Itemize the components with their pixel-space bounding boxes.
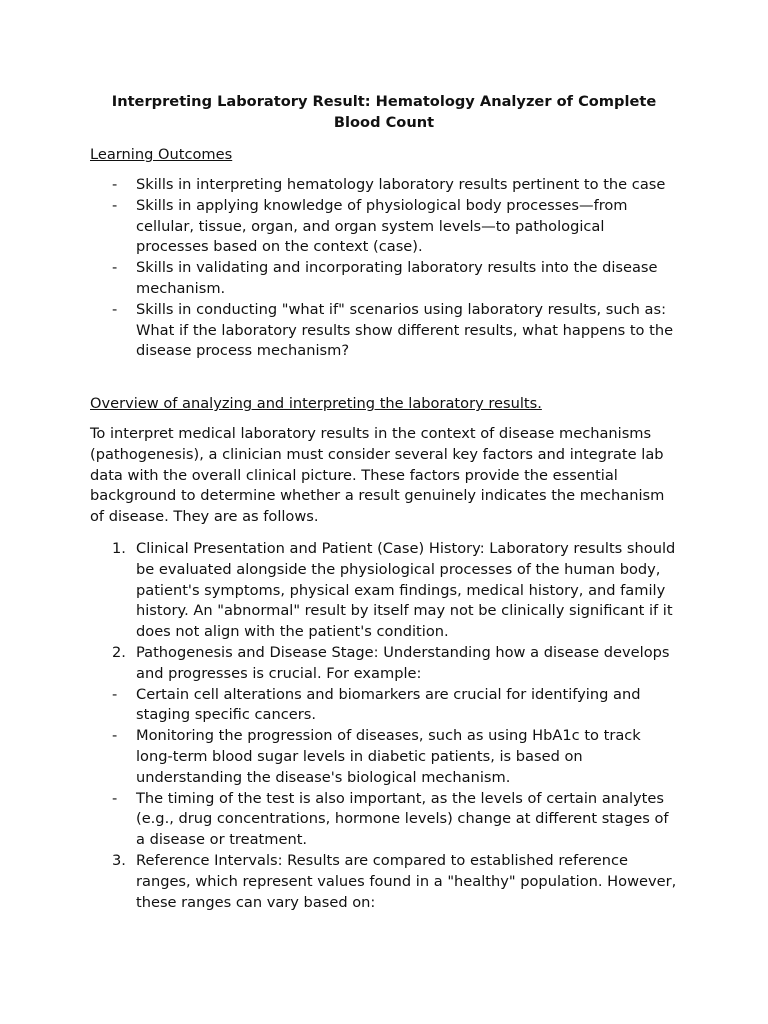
document-title: Interpreting Laboratory Result: Hematology Analyzer of Complete Blood Count <box>111 93 657 131</box>
list-item-text: Pathogenesis and Disease Stage: Understanding how a disease develops and progresses is crucial. For example: <box>136 643 670 682</box>
list-marker: - <box>112 196 118 214</box>
list-item-text: Certain cell alterations and biomarkers are crucial for identifying and staging specific cancers. <box>136 685 641 724</box>
list-marker: - <box>112 789 118 807</box>
list-item-text: Skills in interpreting hematology laboratory results pertinent to the case <box>136 176 666 193</box>
list-item <box>90 685 680 727</box>
list-item-text: The timing of the test is also important, as the levels of certain analytes (e.g., drug concentrations, hormone levels) change at different stages of a disease or treatment. <box>136 789 669 849</box>
list-marker: - <box>112 176 118 193</box>
list-item <box>90 851 680 913</box>
list-item-text: Skills in applying knowledge of physiological body processes—from cellular, tissue, organ, and organ system levels—to pathological processes based on the context (case). <box>136 196 628 256</box>
list-marker: 2. <box>112 643 126 661</box>
list-item <box>90 539 680 643</box>
list-marker: - <box>112 259 118 277</box>
list-item <box>90 258 680 300</box>
learning-outcomes-heading: Learning Outcomes <box>90 146 233 163</box>
list-item <box>90 175 680 196</box>
list-item-text: Reference Intervals: Results are compared to established reference ranges, which represent values found in a "healthy" population. However, these ranges can vary based on: <box>136 851 677 911</box>
overview-intro-paragraph: To interpret medical laboratory results in the context of disease mechanisms (pathogenesis), a clinician must consider several key factors and integrate lab data with the overall clinical picture. These factors provide the essential background to determine whether a result genuinely indicates the mechanism of disease. They are as follows. <box>90 425 665 526</box>
list-marker: - <box>112 685 118 703</box>
overview-heading: Overview of analyzing and interpreting the laboratory results. <box>90 395 542 412</box>
list-item <box>90 300 680 362</box>
list-marker: 1. <box>112 540 126 557</box>
list-item <box>90 196 680 258</box>
list-marker: 3. <box>112 851 126 869</box>
list-item-text: Monitoring the progression of diseases, such as using HbA1c to track long-term blood sugar levels in diabetic patients, is based on understanding the disease's biological mechanism. <box>136 727 641 786</box>
learning-outcomes-list <box>90 175 680 362</box>
list-item <box>90 789 680 851</box>
overview-factors-list <box>90 539 680 913</box>
list-item-text: Clinical Presentation and Patient (Case) History: Laboratory results should be evaluated alongside the physiological processes of the human body, patient's symptoms, physical exam findings, medical history, and family history. An "abnormal" result by itself may not be clinically significant if it does not align with the patient's condition. <box>136 540 676 641</box>
list-item <box>90 726 680 788</box>
list-marker: - <box>112 727 118 745</box>
list-marker: - <box>112 300 118 318</box>
list-item-text: Skills in conducting "what if" scenarios using laboratory results, such as: What if the laboratory results show different results, what happens to the disease process mechanism? <box>136 300 674 360</box>
list-item-text: Skills in validating and incorporating laboratory results into the disease mechanism. <box>136 259 658 297</box>
list-item <box>90 643 680 685</box>
